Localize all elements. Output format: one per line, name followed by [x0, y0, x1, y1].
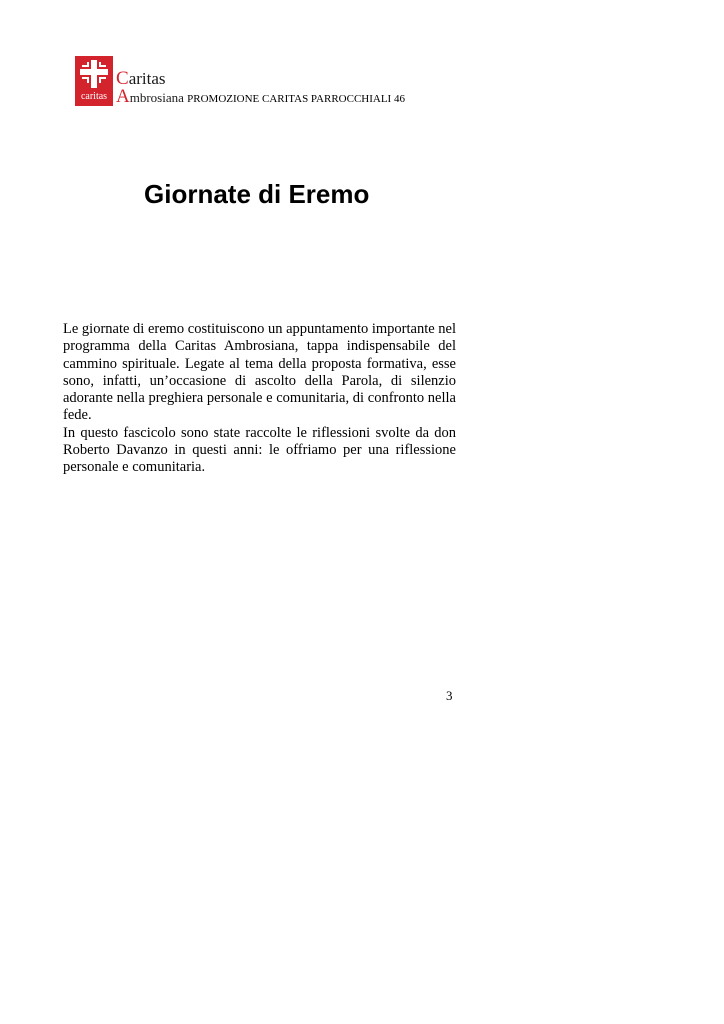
page-title: Giornate di Eremo: [144, 179, 370, 209]
body-text: [63, 321, 456, 477]
series-label: PROMOZIONE CARITAS PARROCCHIALI 46: [187, 93, 405, 105]
page-number: 3: [446, 688, 453, 703]
caritas-logo: [75, 56, 113, 106]
cross-icon: [79, 59, 109, 89]
page-header: [75, 56, 475, 108]
paragraph-collection: In questo fascicolo sono state raccolte le riflessioni svolte da don Roberto Davanzo in questi anni: le offriamo per una riflessione personale e comunitaria.: [63, 424, 456, 476]
brand-name-ambrosiana: [116, 88, 405, 108]
brand-rest-caritas: aritas: [128, 69, 166, 88]
logo-caption: caritas: [80, 91, 108, 102]
brand-rest-ambrosiana: mbrosiana: [129, 90, 184, 105]
brand-initial-a: A: [116, 86, 130, 107]
brand-initial-c: C: [116, 68, 129, 89]
paragraph-intro: Le giornate di eremo costituiscono un appuntamento importante nel programma della Caritas Ambrosiana, tappa indispensabile del cammino spirituale. Legate al tema della proposta formativa, esse sono, infatti, un’occasione di ascolto della Parola, di silenzio adorante nella preghiera personale e comunitaria, di confronto nella fede.: [63, 321, 457, 424]
